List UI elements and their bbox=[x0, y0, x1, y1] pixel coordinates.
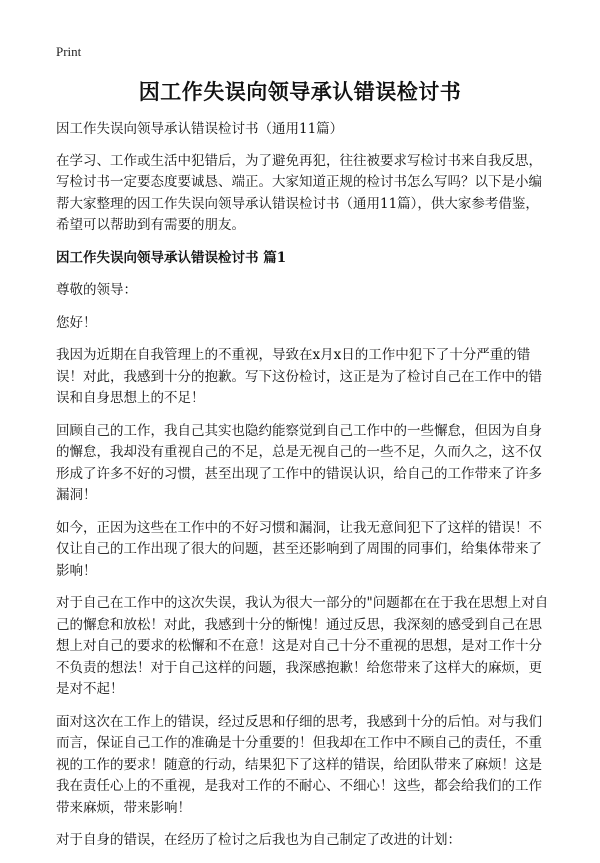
salutation: 尊敬的领导： bbox=[56, 282, 137, 298]
print-link[interactable]: Print bbox=[56, 44, 82, 59]
intro-paragraph: 在学习、工作或生活中犯错后，为了避免再犯，往往被要求写检讨书来自我反思，写检讨书一定要态度要诚恳、端正。大家知道正规的检讨书怎么写吗？以下是小编帮大家整理的因工作失误向领导承认错误检讨书（通用11篇），供大家参考借鉴，希望可以帮助到有需要的朋友。 bbox=[56, 152, 542, 233]
body-paragraph: 如今，正因为这些在工作中的不好习惯和漏洞，让我无意间犯下了这样的错误！不仅让自己的工作出现了很大的问题，甚至还影响到了周围的同事们，给集体带来了影响！ bbox=[56, 519, 542, 579]
document-body bbox=[56, 119, 550, 863]
section-heading: 因工作失误向领导承认错误检讨书 篇1 bbox=[56, 249, 287, 266]
body-paragraph: 对于自身的错误，在经历了检讨之后我也为自己制定了改进的计划： bbox=[56, 832, 461, 848]
body-paragraph: 回顾自己的工作，我自己其实也隐约能察觉到自己工作中的一些懈怠，但因为自身的懈怠，我却没有重视自己的不足，总是无视自己的一些不足，久而久之，这不仅形成了许多不好的习惯，甚至出现了工作中的错误认识，给自己的工作带来了许多漏洞！ bbox=[56, 422, 542, 503]
body-paragraph: 面对这次在工作上的错误，经过反思和仔细的思考，我感到十分的后怕。对与我们而言，保证自己工作的准确是十分重要的！但我却在工作中不顾自己的责任，不重视的工作的要求！随意的行动，结果犯下了这样的错误，给团队带来了麻烦！这是我在责任心上的不重视，是我对工作的不耐心、不细心！这些，都会给我们的工作带来麻烦，带来影响！ bbox=[56, 713, 542, 816]
body-paragraph: 对于自己在工作中的这次失误，我认为很大一部分的"问题都在在于我在思想上对自己的懈怠和放松！对此，我感到十分的惭愧！通过反思，我深刻的感受到自己在思想上对自己的要求的松懈和不在意！这是对自己十分不重视的思想，是对工作十分不负责的想法！对于自己这样的问题，我深感抱歉！给您带来了这样大的麻烦，更是对不起！ bbox=[56, 595, 549, 697]
document-subtitle: 因工作失误向领导承认错误检讨书（通用11篇） bbox=[56, 121, 344, 137]
page-title: 因工作失误向领导承认错误检讨书 bbox=[138, 79, 462, 104]
body-paragraph: 我因为近期在自我管理上的不重视，导致在x月x日的工作中犯下了十分严重的错误！对此，我感到十分的抱歉。写下这份检讨，这正是为了检讨自己在工作中的错误和自身思想上的不足！ bbox=[56, 347, 542, 406]
greeting: 您好！ bbox=[56, 314, 97, 331]
